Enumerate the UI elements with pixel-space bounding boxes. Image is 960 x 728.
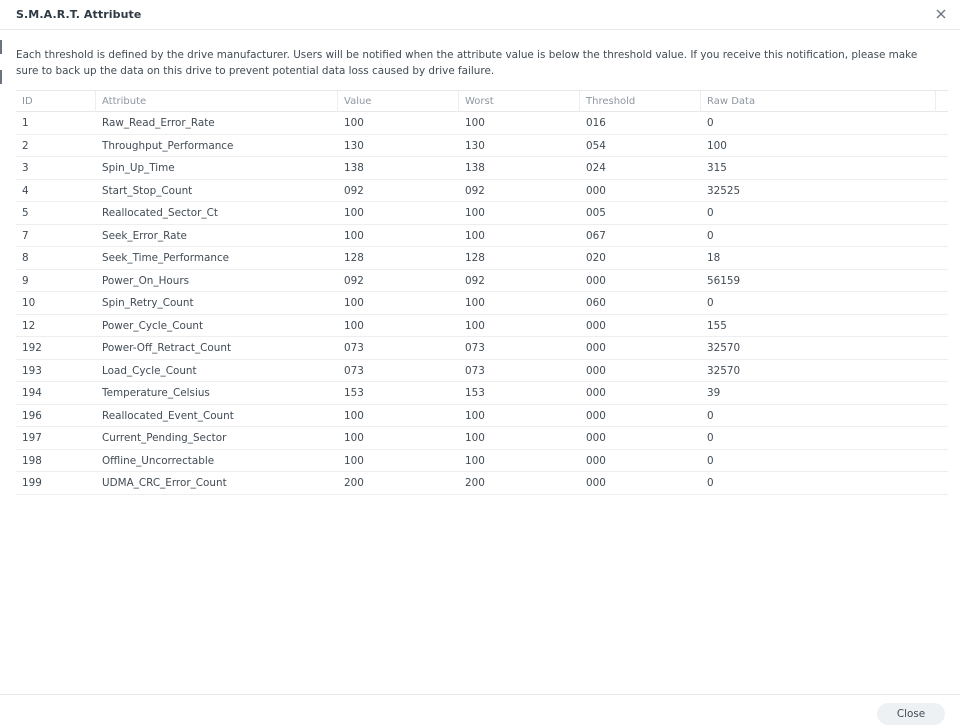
table-row[interactable] (16, 360, 948, 383)
cell-raw-data: 0 (707, 477, 714, 489)
cell-raw-data: 56159 (707, 274, 741, 287)
cell-raw-data: 0 (707, 117, 714, 129)
table-row[interactable] (16, 180, 948, 203)
table-row[interactable] (16, 112, 948, 135)
cell-value: 092 (344, 274, 364, 287)
cell-value: 153 (344, 387, 364, 399)
cell-id: 5 (22, 207, 29, 219)
cell-value: 130 (344, 139, 364, 152)
cell-value: 138 (344, 162, 364, 174)
cell-attribute: Spin_Up_Time (102, 162, 175, 174)
table-header (16, 90, 948, 112)
cell-value: 100 (344, 297, 364, 309)
cell-attribute: UDMA_CRC_Error_Count (102, 477, 227, 489)
edge-mark (0, 40, 2, 54)
cell-value: 100 (344, 207, 364, 219)
cell-worst: 100 (465, 454, 485, 467)
cell-worst: 100 (465, 207, 485, 219)
cell-raw-data: 32570 (707, 342, 741, 354)
cell-id: 8 (22, 252, 29, 264)
dialog-footer (0, 694, 960, 728)
table-row[interactable] (16, 135, 948, 158)
cell-worst: 128 (465, 252, 485, 264)
cell-id: 9 (22, 274, 29, 287)
cell-attribute: Reallocated_Event_Count (102, 409, 234, 422)
cell-threshold: 024 (586, 162, 606, 174)
cell-threshold: 000 (586, 319, 606, 332)
cell-raw-data: 0 (707, 207, 714, 219)
cell-worst: 100 (465, 117, 485, 129)
table-row[interactable] (16, 382, 948, 405)
cell-worst: 100 (465, 229, 485, 242)
cell-id: 2 (22, 139, 29, 152)
cell-threshold: 000 (586, 342, 606, 354)
cell-worst: 130 (465, 139, 485, 152)
cell-id: 199 (22, 477, 42, 489)
cell-raw-data: 100 (707, 139, 727, 152)
cell-attribute: Power_Cycle_Count (102, 319, 204, 332)
column-header-spacer (936, 91, 948, 112)
cell-threshold: 000 (586, 387, 606, 399)
cell-attribute: Seek_Error_Rate (102, 229, 187, 242)
column-header-threshold[interactable]: Threshold (580, 91, 701, 112)
cell-id: 12 (22, 319, 36, 332)
cell-worst: 138 (465, 162, 485, 174)
column-header-value[interactable]: Value (338, 91, 459, 112)
cell-raw-data: 0 (707, 229, 714, 242)
cell-attribute: Raw_Read_Error_Rate (102, 117, 215, 129)
cell-threshold: 060 (586, 297, 606, 309)
table-row[interactable] (16, 427, 948, 450)
cell-worst: 100 (465, 319, 485, 332)
close-button[interactable]: Close (877, 703, 945, 725)
cell-attribute: Reallocated_Sector_Ct (102, 207, 218, 219)
table-row[interactable] (16, 450, 948, 473)
table-row[interactable] (16, 292, 948, 315)
table-row[interactable] (16, 315, 948, 338)
cell-attribute: Temperature_Celsius (102, 387, 210, 399)
cell-threshold: 000 (586, 454, 606, 467)
cell-value: 100 (344, 229, 364, 242)
cell-threshold: 000 (586, 184, 606, 197)
cell-attribute: Start_Stop_Count (102, 184, 193, 197)
cell-raw-data: 0 (707, 409, 714, 422)
cell-raw-data: 18 (707, 252, 721, 264)
table-body (16, 112, 948, 495)
cell-threshold: 000 (586, 274, 606, 287)
cell-threshold: 000 (586, 477, 606, 489)
cell-value: 073 (344, 364, 364, 377)
table-row[interactable] (16, 247, 948, 270)
cell-raw-data: 39 (707, 387, 721, 399)
close-icon[interactable] (934, 7, 948, 21)
cell-id: 192 (22, 342, 42, 354)
cell-id: 194 (22, 387, 42, 399)
cell-id: 193 (22, 364, 42, 377)
cell-worst: 092 (465, 274, 485, 287)
cell-worst: 100 (465, 297, 485, 309)
cell-worst: 092 (465, 184, 485, 197)
cell-value: 092 (344, 184, 364, 197)
cell-attribute: Power_On_Hours (102, 274, 190, 287)
table-row[interactable] (16, 270, 948, 293)
cell-raw-data: 155 (707, 319, 727, 332)
table-row[interactable] (16, 225, 948, 248)
cell-threshold: 000 (586, 364, 606, 377)
cell-raw-data: 315 (707, 162, 727, 174)
background-window-edge (0, 0, 3, 728)
cell-threshold: 016 (586, 117, 606, 129)
cell-attribute: Power-Off_Retract_Count (102, 342, 232, 354)
cell-attribute: Offline_Uncorrectable (102, 454, 215, 467)
cell-id: 198 (22, 454, 42, 467)
column-header-raw-data[interactable]: Raw Data (701, 91, 936, 112)
table-row[interactable] (16, 337, 948, 360)
cell-attribute: Seek_Time_Performance (102, 252, 230, 264)
cell-worst: 100 (465, 432, 485, 444)
cell-id: 10 (22, 297, 36, 309)
table-row[interactable] (16, 157, 948, 180)
cell-raw-data: 0 (707, 454, 714, 467)
column-header-id[interactable]: ID (16, 91, 96, 112)
table-row[interactable] (16, 405, 948, 428)
dialog-header (0, 0, 960, 30)
cell-id: 7 (22, 229, 29, 242)
cell-raw-data: 32570 (707, 364, 741, 377)
cell-id: 196 (22, 409, 42, 422)
cell-worst: 200 (465, 477, 485, 489)
cell-value: 200 (344, 477, 364, 489)
cell-attribute: Current_Pending_Sector (102, 432, 227, 444)
cell-threshold: 000 (586, 432, 606, 444)
cell-threshold: 005 (586, 207, 606, 219)
cell-threshold: 000 (586, 409, 606, 422)
cell-raw-data: 0 (707, 432, 714, 444)
cell-value: 100 (344, 117, 364, 129)
cell-attribute: Load_Cycle_Count (102, 364, 197, 377)
cell-threshold: 054 (586, 139, 606, 152)
cell-id: 1 (22, 117, 29, 129)
cell-raw-data: 32525 (707, 184, 741, 197)
cell-worst: 073 (465, 342, 485, 354)
column-header-worst[interactable]: Worst (459, 91, 580, 112)
cell-value: 073 (344, 342, 364, 354)
table-row[interactable] (16, 472, 948, 495)
threshold-description: Each threshold is defined by the drive manufacturer. Users will be notified when the attribute value is below the threshold value. If you receive this notification, please make sure to back up the data on this drive to prevent potential data loss caused by drive failure. (16, 49, 918, 77)
dialog-title: S.M.A.R.T. Attribute (16, 8, 142, 21)
edge-mark (0, 70, 2, 84)
cell-raw-data: 0 (707, 297, 714, 309)
cell-worst: 100 (465, 409, 485, 422)
cell-id: 197 (22, 432, 42, 444)
cell-value: 100 (344, 319, 364, 332)
cell-threshold: 067 (586, 229, 606, 242)
cell-id: 4 (22, 184, 29, 197)
cell-id: 3 (22, 162, 29, 174)
cell-value: 100 (344, 409, 364, 422)
cell-value: 100 (344, 432, 364, 444)
cell-worst: 073 (465, 364, 485, 377)
smart-attribute-table (16, 90, 948, 495)
table-row[interactable] (16, 202, 948, 225)
cell-worst: 153 (465, 387, 485, 399)
column-header-attribute[interactable]: Attribute (96, 91, 338, 112)
cell-value: 100 (344, 454, 364, 467)
cell-value: 128 (344, 252, 364, 264)
cell-threshold: 020 (586, 252, 606, 264)
cell-attribute: Throughput_Performance (102, 139, 234, 152)
cell-attribute: Spin_Retry_Count (102, 297, 194, 309)
